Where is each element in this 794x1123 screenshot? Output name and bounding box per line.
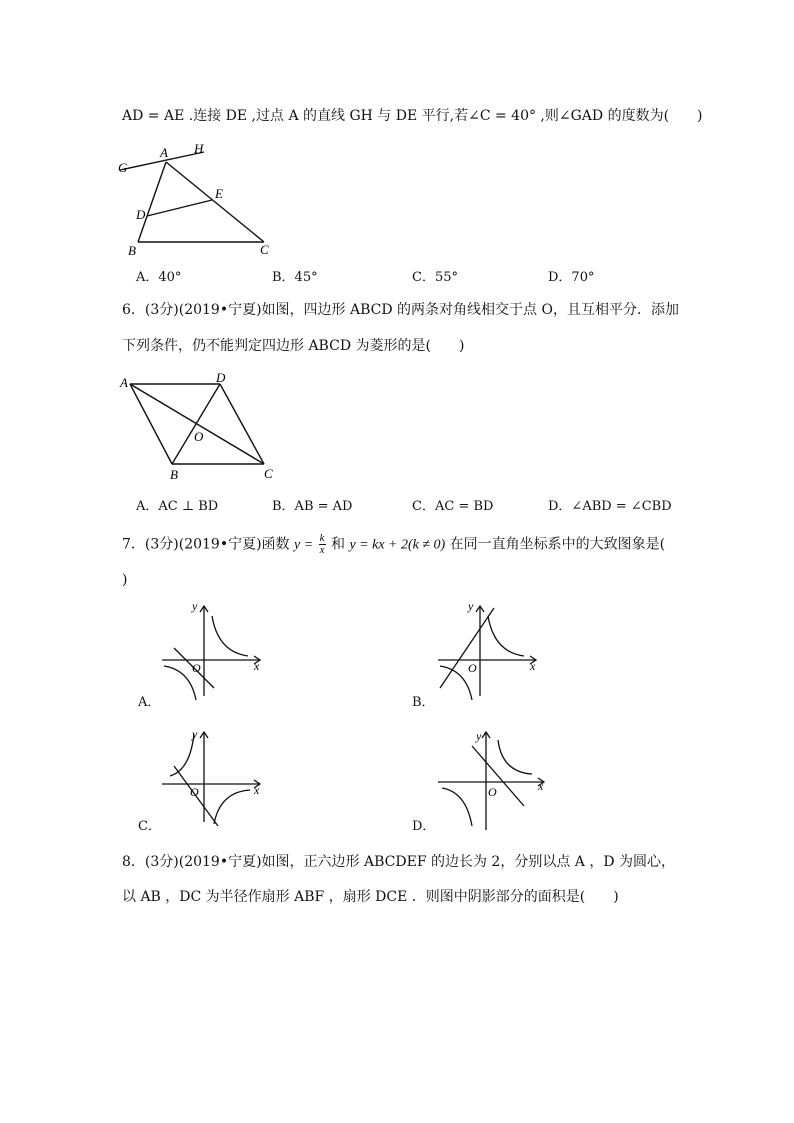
triangle-figure: [114, 138, 294, 260]
axis-y-label: y: [192, 600, 198, 613]
axis-y-label: y: [192, 727, 198, 741]
q7-y-eq: y =: [294, 537, 314, 553]
label-H: H: [194, 141, 204, 156]
label-D: D: [216, 370, 226, 385]
label-D: D: [136, 207, 146, 222]
graph-b: [432, 600, 544, 700]
q5-option-b: B．45°: [272, 270, 318, 285]
graph-d: [432, 726, 550, 832]
graph-a: [156, 600, 268, 700]
q6-option-a: A．AC ⊥ BD: [136, 499, 219, 514]
axis-x-label: x: [530, 659, 536, 673]
label-A: A: [120, 375, 128, 390]
q5-stem-tail: AD = AE .连接 DE ,过点 A 的直线 GH 与 DE 平行,若∠C = 40° ,则∠GAD 的度数为( ): [122, 108, 703, 124]
axis-x-label: x: [254, 659, 260, 673]
q6-option-c: C．AC = BD: [412, 499, 494, 514]
label-G: G: [118, 160, 128, 175]
q7-option-d: D．: [412, 819, 436, 834]
q7-frac-den: x: [319, 544, 325, 556]
label-B: B: [128, 243, 136, 258]
q6-line1: 6．(3分)(2019•宁夏)如图，四边形 ABCD 的两条对角线相交于点 O，且互相平分．添加: [122, 302, 679, 318]
axis-y-label: y: [468, 600, 474, 613]
parallelogram-figure: [114, 370, 284, 482]
label-B: B: [170, 467, 178, 482]
q7-line1: [122, 533, 665, 556]
origin-label: O: [468, 661, 477, 675]
q5-option-c: C．55°: [412, 270, 458, 285]
label-E: E: [215, 186, 223, 201]
q7-frac-num: k: [319, 532, 325, 544]
q8-line2: 以 AB ，DC 为半径作扇形 ABF ，扇形 DCE ．则图中阴影部分的面积是( ): [122, 889, 619, 905]
label-O: O: [194, 429, 204, 444]
q7-suffix: 在同一直角坐标系中的大致图象是(: [449, 536, 666, 553]
q5-option-d: D．70°: [548, 270, 595, 285]
axis-x-label: x: [538, 779, 544, 793]
q7-option-b: B．: [412, 695, 435, 710]
label-C: C: [264, 466, 273, 481]
q7-linear: y = kx + 2(k ≠ 0): [349, 537, 446, 553]
q7-fraction: [319, 533, 326, 556]
q7-middle: 和: [330, 536, 345, 553]
q6-option-d: D．∠ABD = ∠CBD: [548, 499, 672, 514]
axis-x-label: x: [254, 783, 260, 797]
q8-line1: 8．(3分)(2019•宁夏)如图，正六边形 ABCDEF 的边长为 2，分别以点 A ，D 为圆心，: [122, 854, 676, 870]
q7-option-c: C．: [138, 819, 161, 834]
origin-label: O: [488, 785, 497, 799]
q6-line2: 下列条件，仍不能判定四边形 ABCD 为菱形的是( ): [122, 338, 465, 354]
label-C: C: [260, 242, 269, 257]
q6-option-b: B．AB = AD: [272, 499, 353, 514]
q5-option-a: A．40°: [136, 270, 182, 285]
origin-label: O: [190, 785, 199, 799]
origin-label: O: [192, 661, 201, 675]
q7-option-a: A．: [138, 695, 161, 710]
axis-y-label: y: [476, 729, 482, 743]
label-A: A: [160, 145, 168, 160]
q7-line2: ): [122, 572, 128, 588]
graph-c: [156, 726, 268, 826]
q7-prefix: 7．(3分)(2019•宁夏)函数: [122, 536, 290, 553]
